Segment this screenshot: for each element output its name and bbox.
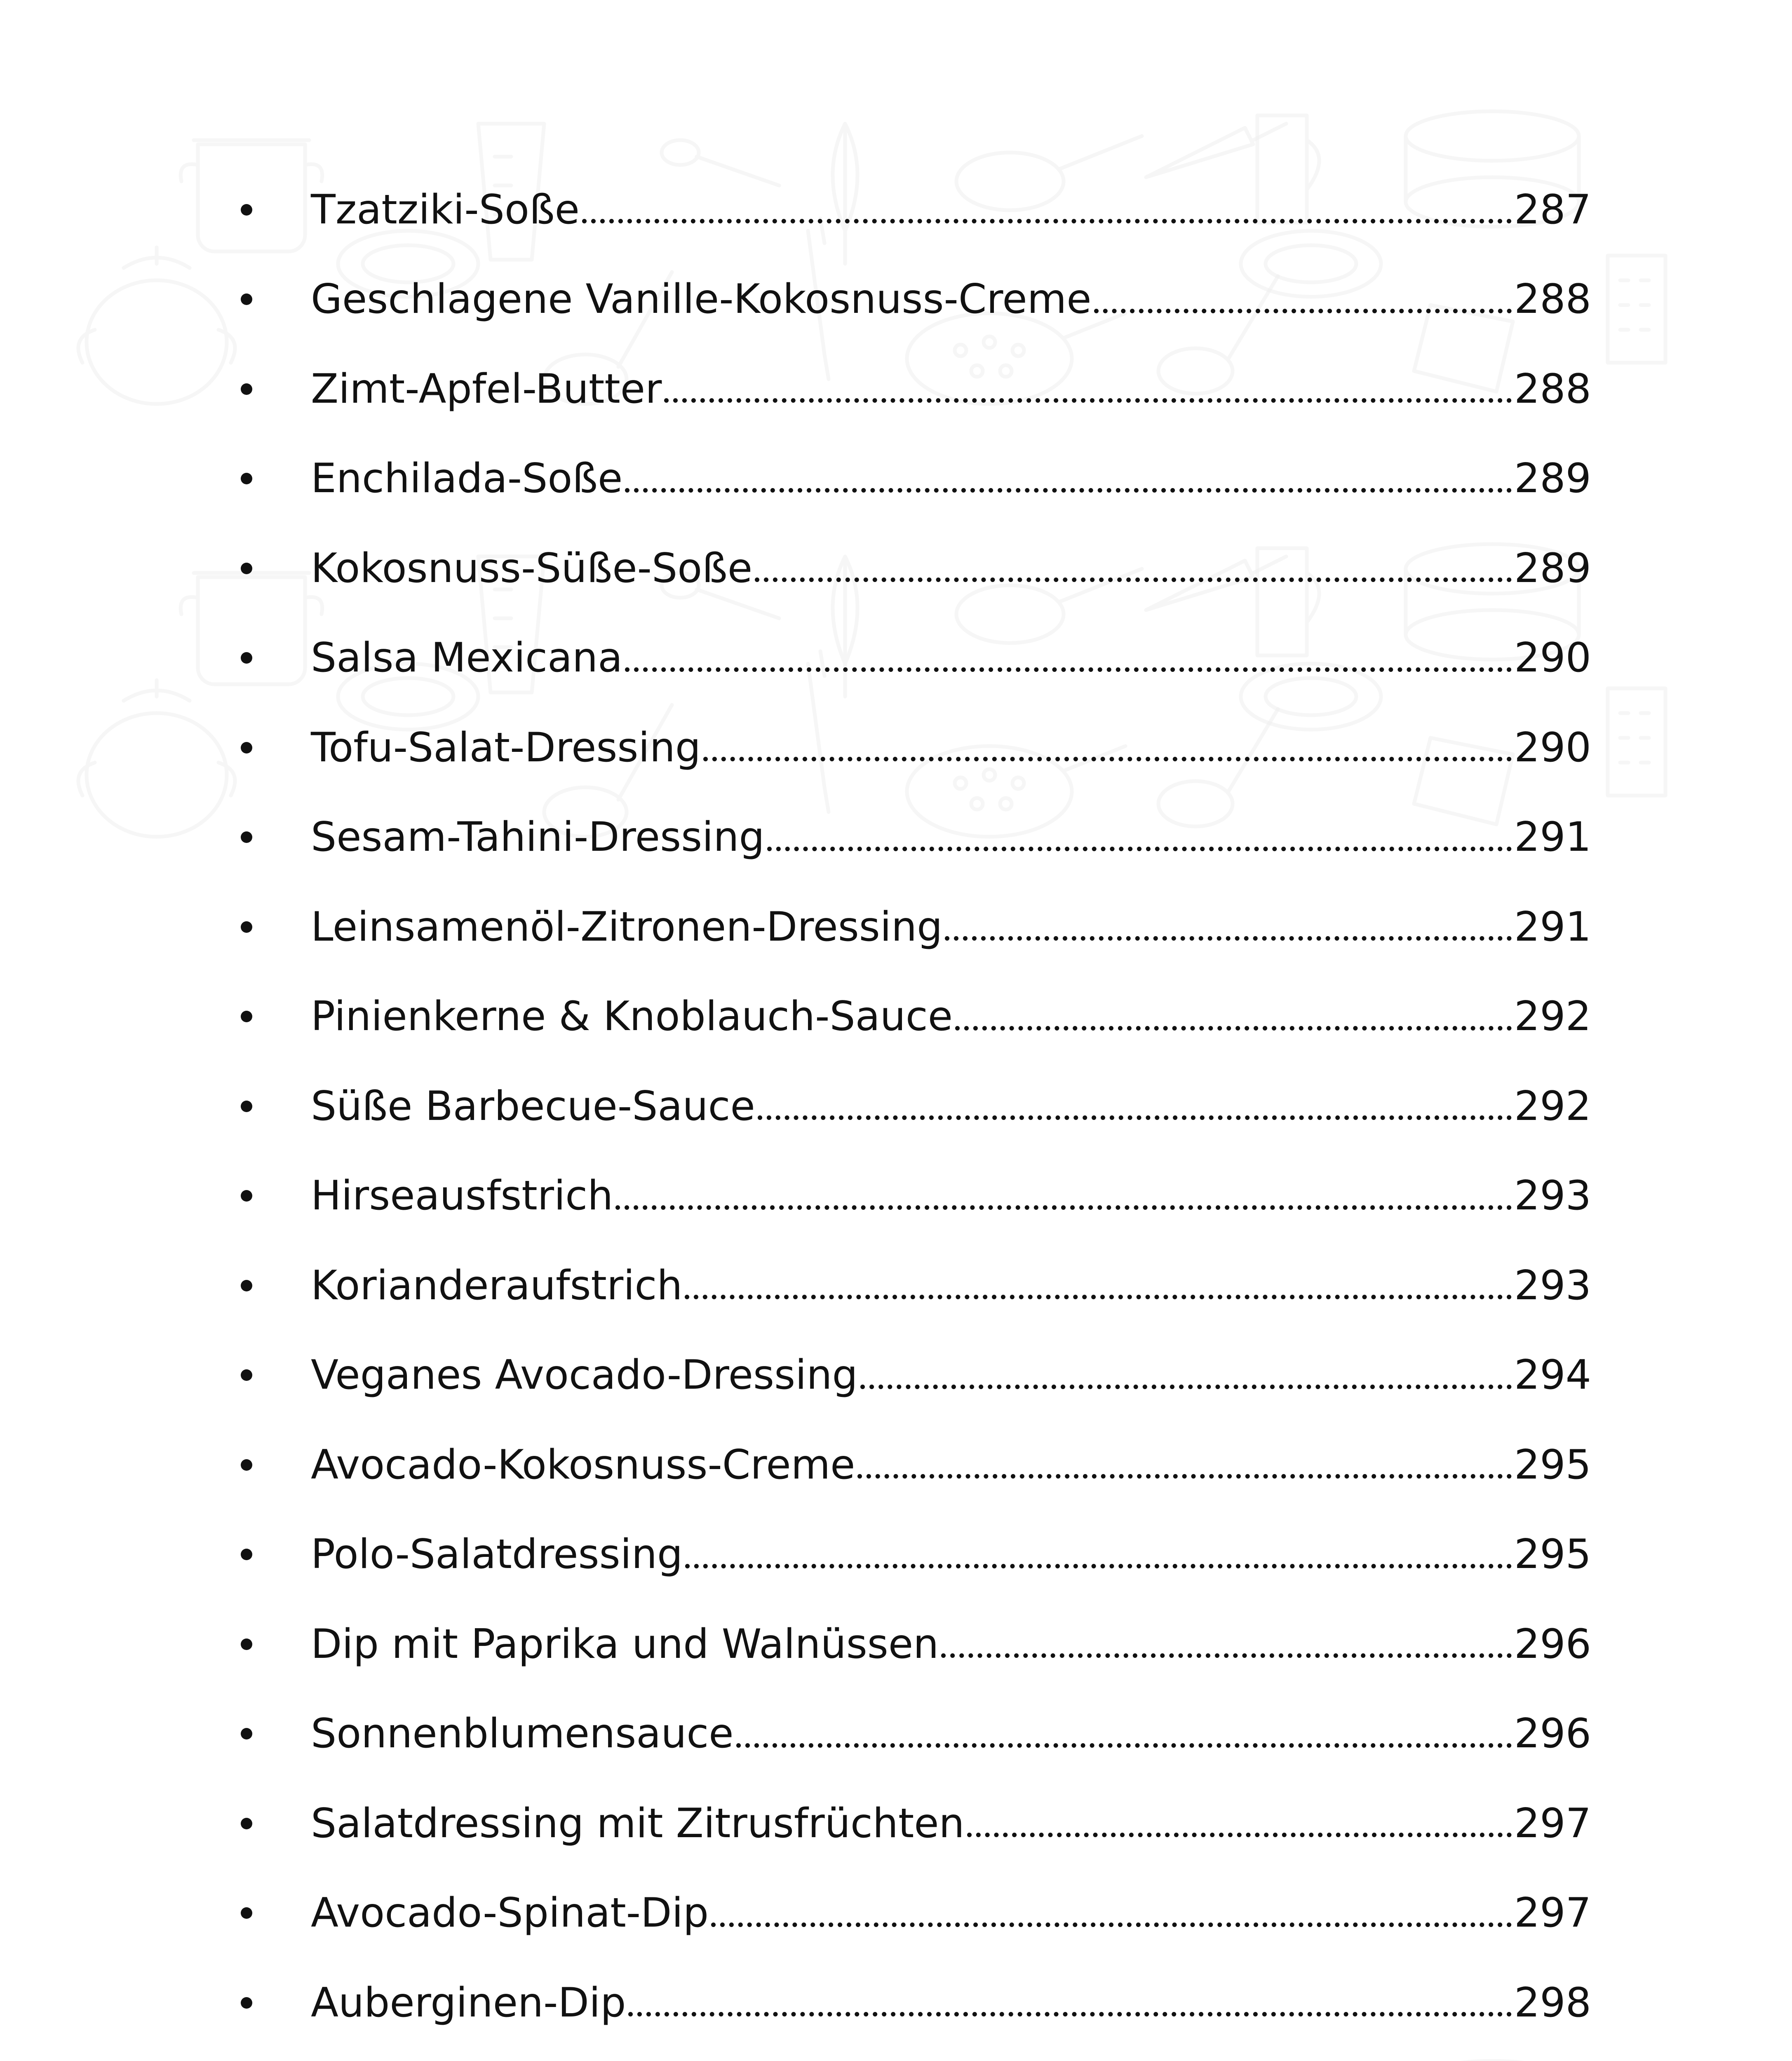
toc-entry-page-number: 293 <box>1514 1172 1591 1220</box>
bullet-icon <box>241 1907 252 1919</box>
toc-entry-page-number: 290 <box>1514 634 1591 682</box>
toc-entry-title: Hirseausfstrich <box>311 1172 613 1220</box>
bullet-icon <box>241 652 252 664</box>
toc-entry[interactable] <box>243 523 1591 613</box>
dot-leader <box>758 1115 1512 1120</box>
dot-leader <box>685 1564 1512 1568</box>
toc-entry-title: Korianderaufstrich <box>311 1262 683 1309</box>
dot-leader <box>1094 309 1512 313</box>
toc-entry-page-number: 288 <box>1514 365 1591 413</box>
bullet-icon <box>241 921 252 933</box>
dot-leader <box>860 1385 1512 1389</box>
bullet-icon <box>241 1369 252 1381</box>
bullet-icon <box>241 831 252 843</box>
toc-entry[interactable] <box>243 882 1591 972</box>
bullet-icon <box>241 204 252 216</box>
toc-entry-page-number: 298 <box>1514 1979 1591 2026</box>
dot-leader <box>582 219 1512 223</box>
toc-entry-title: Dip mit Paprika und Walnüssen <box>311 1620 939 1668</box>
dot-leader <box>664 398 1512 403</box>
toc-entry-page-number: 296 <box>1514 1620 1591 1668</box>
toc-entry[interactable] <box>243 1151 1591 1241</box>
toc-entry-title: Salsa Mexicana <box>311 634 623 682</box>
toc-entry[interactable] <box>243 2048 1591 2061</box>
toc-entry[interactable] <box>243 1958 1591 2048</box>
toc-entry-title: Enchilada-Soße <box>311 455 623 502</box>
table-of-contents <box>243 165 1591 2061</box>
toc-entry-page-number: 296 <box>1514 1710 1591 1758</box>
toc-entry[interactable] <box>243 703 1591 793</box>
toc-entry[interactable] <box>243 1061 1591 1151</box>
toc-entry-title: Auberginen-Dip <box>311 1979 626 2026</box>
dot-leader <box>955 1026 1512 1030</box>
dot-leader <box>857 1474 1511 1479</box>
dot-leader <box>625 667 1512 672</box>
toc-entry[interactable] <box>243 793 1591 883</box>
dot-leader <box>711 1923 1512 1927</box>
toc-entry-title: Pinienkerne & Knoblauch-Sauce <box>311 993 953 1040</box>
bullet-icon <box>241 742 252 754</box>
toc-entry-title: Sonnenblumensauce <box>311 1710 734 1758</box>
bullet-icon <box>241 1459 252 1471</box>
bullet-icon <box>241 1818 252 1829</box>
toc-entry-title: Sesam-Tahini-Dressing <box>311 814 765 861</box>
toc-entry-title: Tzatziki-Soße <box>311 186 580 233</box>
dot-leader <box>703 757 1512 761</box>
toc-entry[interactable] <box>243 613 1591 703</box>
toc-entry-page-number: 297 <box>1514 1800 1591 1847</box>
toc-entry[interactable] <box>243 1420 1591 1510</box>
dot-leader <box>685 1295 1511 1299</box>
toc-entry[interactable] <box>243 1689 1591 1779</box>
toc-entry-title: Polo-Salatdressing <box>311 1531 683 1578</box>
bullet-icon <box>241 383 252 395</box>
bullet-icon <box>241 293 252 305</box>
toc-entry[interactable] <box>243 1331 1591 1420</box>
toc-entry[interactable] <box>243 434 1591 524</box>
bullet-icon <box>241 1549 252 1560</box>
toc-entry[interactable] <box>243 1241 1591 1331</box>
dot-leader <box>767 847 1512 851</box>
dot-leader <box>967 1833 1512 1837</box>
dot-leader <box>941 1653 1512 1658</box>
toc-entry[interactable] <box>243 972 1591 1062</box>
toc-entry[interactable] <box>243 344 1591 434</box>
dot-leader <box>755 577 1512 582</box>
toc-entry[interactable] <box>243 255 1591 345</box>
toc-entry-title: Salatdressing mit Zitrusfrüchten <box>311 1800 965 1847</box>
toc-entry-title: Avocado-Spinat-Dip <box>311 1890 709 1937</box>
bullet-icon <box>241 1280 252 1291</box>
toc-entry[interactable] <box>243 165 1591 255</box>
bullet-icon <box>241 1190 252 1202</box>
dot-leader <box>945 936 1512 941</box>
toc-entry-page-number: 291 <box>1514 814 1591 861</box>
bullet-icon <box>241 1638 252 1650</box>
toc-entry-page-number: 291 <box>1514 903 1591 951</box>
bullet-icon <box>241 1997 252 2009</box>
dot-leader <box>736 1743 1512 1748</box>
toc-entry-title: Tofu-Salat-Dressing <box>311 724 701 771</box>
toc-entry[interactable] <box>243 1510 1591 1600</box>
toc-entry-page-number: 292 <box>1514 1082 1591 1130</box>
toc-entry-title: Süße Barbecue-Sauce <box>311 1082 755 1130</box>
toc-entry-title: Veganes Avocado-Dressing <box>311 1352 858 1399</box>
toc-entry-page-number: 297 <box>1514 1890 1591 1937</box>
bullet-icon <box>241 1101 252 1112</box>
toc-entry-title: Avocado-Kokosnuss-Creme <box>311 1441 855 1488</box>
bullet-icon <box>241 1728 252 1739</box>
toc-entry-page-number: 288 <box>1514 276 1591 323</box>
toc-entry-page-number: 287 <box>1514 186 1591 233</box>
toc-entry[interactable] <box>243 1599 1591 1689</box>
toc-entry-page-number: 292 <box>1514 993 1591 1040</box>
dot-leader <box>625 488 1512 493</box>
dot-leader <box>615 1205 1512 1210</box>
bullet-icon <box>241 473 252 484</box>
toc-entry-page-number: 295 <box>1514 1441 1591 1488</box>
toc-entry-title: Zimt-Apfel-Butter <box>311 365 662 413</box>
dot-leader <box>628 2012 1512 2016</box>
bullet-icon <box>241 1011 252 1022</box>
toc-entry-title: Geschlagene Vanille-Kokosnuss-Creme <box>311 276 1092 323</box>
toc-entry-title: Leinsamenöl-Zitronen-Dressing <box>311 903 943 951</box>
toc-entry-page-number: 290 <box>1514 724 1591 771</box>
toc-entry-title: Kokosnuss-Süße-Soße <box>311 545 753 592</box>
bullet-icon <box>241 563 252 574</box>
toc-entry-page-number: 289 <box>1514 455 1591 502</box>
toc-entry-page-number: 294 <box>1514 1352 1591 1399</box>
toc-entry[interactable] <box>243 1779 1591 1869</box>
toc-entry[interactable] <box>243 1869 1591 1958</box>
toc-entry-page-number: 295 <box>1514 1531 1591 1578</box>
toc-entry-page-number: 289 <box>1514 545 1591 592</box>
toc-entry-page-number: 293 <box>1514 1262 1591 1309</box>
